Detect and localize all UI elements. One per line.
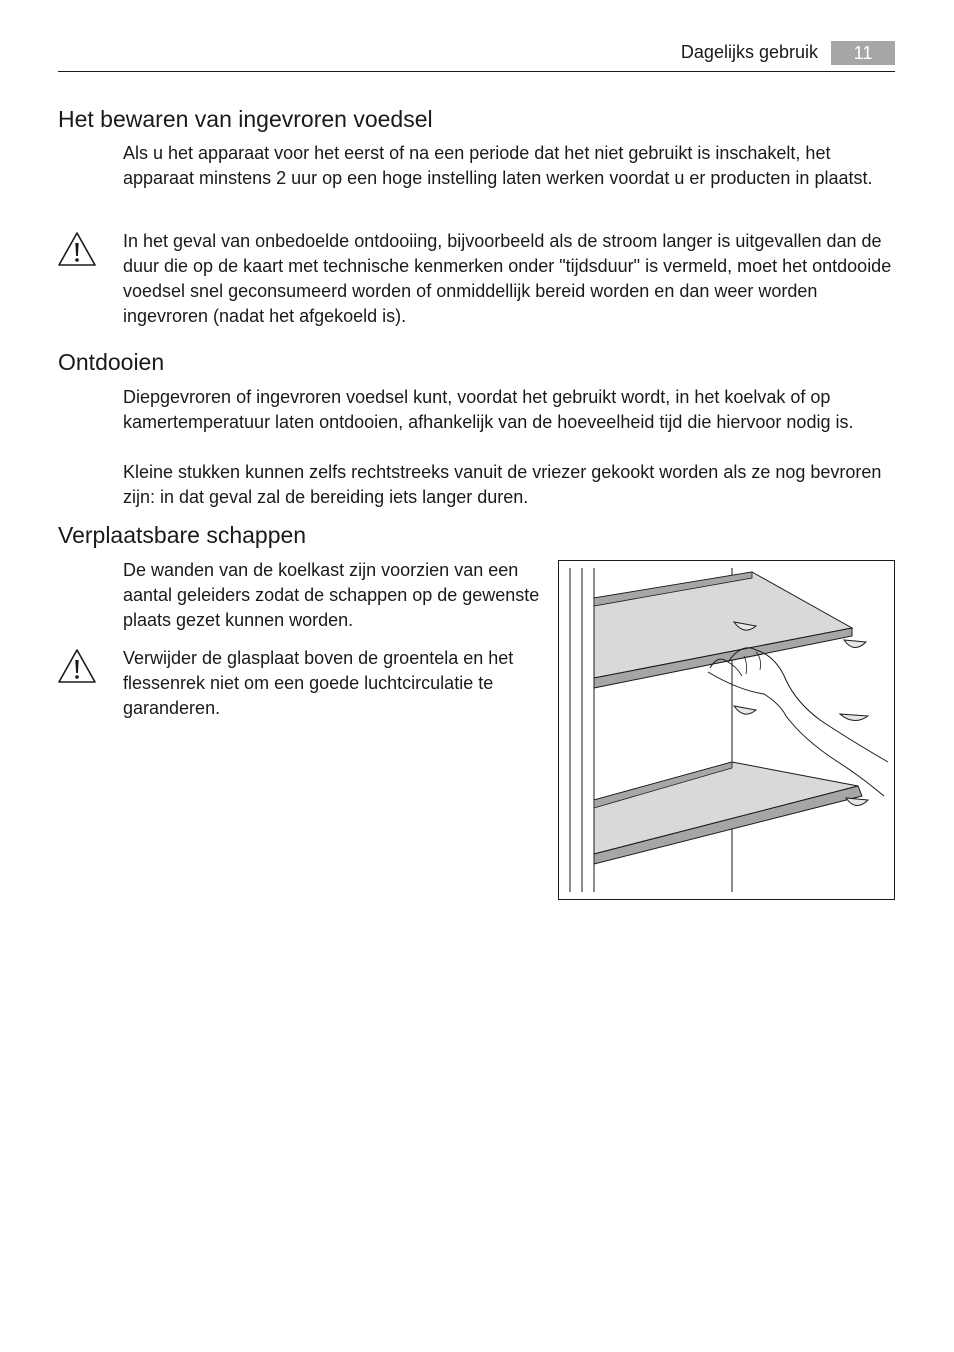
page-number: 11 <box>831 41 895 65</box>
header-section-title: Dagelijks gebruik <box>680 42 818 62</box>
warning-triangle-icon <box>57 647 97 685</box>
heading-frozen-storage: Het bewaren van ingevroren voedsel <box>58 106 433 132</box>
warning-triangle-icon <box>57 230 97 268</box>
paragraph-defrosting-1: Diepgevroren of ingevroren voedsel kunt, voordat het gebruikt wordt, in het koelvak of op kamertemperatuur laten ontdooien, afhankelijk van de hoeveelheid tijd die hiervoor nodig is. <box>123 387 854 432</box>
paragraph-frozen-storage: Als u het apparaat voor het eerst of na een periode dat het niet gebruikt is inschakelt, het apparaat minstens 2 uur op een hoge instelling laten werken voordat u er producten in plaatst. <box>123 143 873 188</box>
paragraph-defrosting-2: Kleine stukken kunnen zelfs rechtstreeks vanuit de vriezer gekookt worden als ze nog bevroren zijn: in dat geval zal de bereiding iets langer duren. <box>123 462 882 507</box>
heading-defrosting: Ontdooien <box>58 349 165 375</box>
warning-thawing: In het geval van onbedoelde ontdooiing, bijvoorbeeld als de stroom langer is uitgevallen dan de duur die op de kaart met technische kenmerken onder "tijdsduur" is vermeld, moet het ontdooide voedsel snel geconsumeerd worden of onmiddellijk bereid worden en dan weer worden ingevroren (nadat het afgekoeld is). <box>123 231 892 326</box>
shelf-illustration <box>558 560 895 900</box>
heading-movable-shelves: Verplaatsbare schappen <box>58 522 307 548</box>
paragraph-movable-shelves: De wanden van de koelkast zijn voorzien van een aantal geleiders zodat de schappen op de gewenste plaats gezet kunnen worden. <box>123 560 540 630</box>
header-divider <box>58 71 895 72</box>
warning-glass-plate: Verwijder de glasplaat boven de groentela en het flessenrek niet om een goede luchtcirculatie te garanderen. <box>123 648 514 718</box>
